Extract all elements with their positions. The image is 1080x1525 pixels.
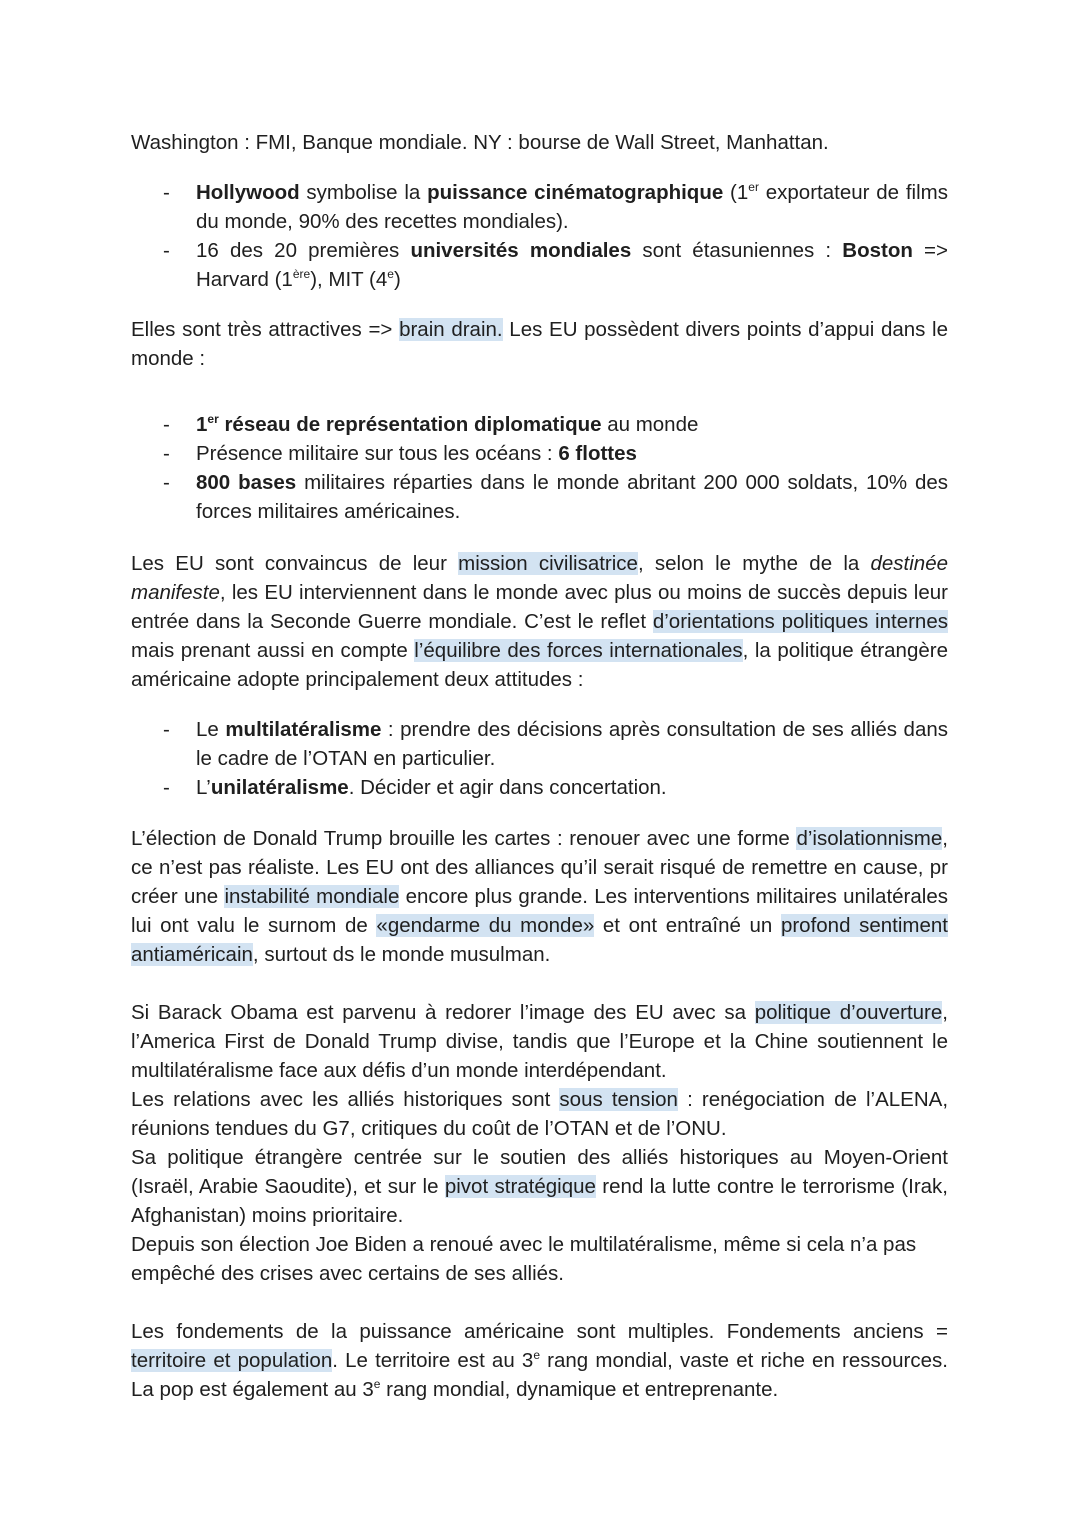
text-run: (1 bbox=[723, 181, 749, 204]
text-run: Elles sont très attractives => bbox=[131, 318, 400, 341]
text-run: , selon le mythe de la bbox=[637, 552, 871, 575]
text-run: ), MIT (4 bbox=[310, 268, 388, 291]
text-run: : renégociation de l’ALENA, réunions tendues du G7, critiques du coût de l’OTAN et de l’ONU. bbox=[131, 1088, 949, 1140]
superscript: er bbox=[207, 412, 219, 426]
highlight: territoire et population bbox=[131, 1349, 333, 1372]
text-run: Le bbox=[196, 718, 226, 741]
highlight: «gendarme du monde» bbox=[376, 914, 595, 937]
superscript: ère bbox=[292, 267, 311, 281]
text-run: rang mondial, dynamique et entreprenante. bbox=[380, 1378, 779, 1401]
text-run: rang mondial, vaste et riche en ressources. La pop est également au 3 bbox=[131, 1349, 948, 1401]
list-item-unilateralisme bbox=[131, 773, 948, 802]
paragraph-washington: Washington : FMI, Banque mondiale. NY : bourse de Wall Street, Manhattan. bbox=[131, 131, 829, 154]
text-run: 16 des 20 premières bbox=[196, 239, 411, 262]
text-run: L’ bbox=[196, 776, 211, 799]
text-run: mais prenant aussi en compte bbox=[131, 639, 415, 662]
bold-term: puissance cinématographique bbox=[427, 181, 724, 204]
paragraph-politique-etrangere bbox=[131, 1143, 948, 1230]
highlight: brain drain. bbox=[399, 318, 503, 341]
bold-term: 800 bases bbox=[196, 471, 297, 494]
superscript: er bbox=[748, 180, 759, 194]
text-run: militaires réparties dans le monde abritant 200 000 soldats, 10% des forces militaires américaines. bbox=[196, 471, 948, 523]
superscript: e bbox=[387, 267, 394, 281]
text-run: rend la lutte contre le terrorisme (Irak, Afghanistan) moins prioritaire. bbox=[131, 1175, 948, 1227]
bold-term: 6 flottes bbox=[558, 442, 637, 465]
text-run: au monde bbox=[601, 413, 699, 436]
text-run: L’élection de Donald Trump brouille les cartes : renouer avec une forme bbox=[131, 827, 797, 850]
highlight: l’équilibre des forces internationales bbox=[414, 639, 743, 662]
highlight: sous tension bbox=[559, 1088, 678, 1111]
text-run: ) bbox=[393, 268, 401, 291]
text-run: , ce n’est pas réaliste. Les EU ont des alliances qu’il serait risqué de remettre en cause, pr créer une bbox=[131, 827, 948, 908]
superscript: e bbox=[533, 1348, 540, 1362]
list-item-diplomatie bbox=[131, 410, 948, 439]
highlight: instabilité mondiale bbox=[224, 885, 400, 908]
text-run: et ont entraîné un bbox=[594, 914, 781, 937]
list-soft-power bbox=[131, 178, 948, 294]
list-item-bases bbox=[131, 468, 948, 526]
text-run: Les EU possèdent divers points d’appui dans le monde : bbox=[131, 318, 949, 370]
text-run: exportateur de films du monde, 90% des recettes mondiales). bbox=[196, 181, 948, 233]
text-run: , les EU interviennent dans le monde avec plus ou moins de succès depuis leur entrée dans la Seconde Guerre mondiale. C’est le reflet bbox=[131, 581, 948, 633]
text-run: Les EU sont convaincus de leur bbox=[131, 552, 459, 575]
highlight: d’orientations politiques internes bbox=[652, 610, 948, 633]
list-attitudes bbox=[131, 715, 948, 802]
text-run: Si Barack Obama est parvenu à redorer l’image des EU avec sa bbox=[131, 1001, 755, 1024]
text-run: : prendre des décisions après consultation de ses alliés dans le cadre de l’OTAN en particulier. bbox=[196, 718, 949, 770]
bold-term: universités mondiales bbox=[410, 239, 632, 262]
text-run: symbolise la bbox=[299, 181, 428, 204]
paragraph-fondements bbox=[131, 1317, 948, 1404]
bold-term: multilatéralisme bbox=[225, 718, 382, 741]
text-run: . Le territoire est au 3 bbox=[332, 1349, 534, 1372]
highlight: d’isolationnisme bbox=[796, 827, 943, 850]
text-run: => Harvard (1 bbox=[196, 239, 948, 291]
text-run: encore plus grande. Les interventions militaires unilatérales lui ont valu le surnom de bbox=[131, 885, 948, 937]
text-run: , surtout ds le monde musulman. bbox=[252, 943, 551, 966]
list-item-flottes bbox=[131, 439, 948, 468]
paragraph-trump bbox=[131, 824, 948, 969]
bold-term: unilatéralisme bbox=[210, 776, 349, 799]
highlight: politique d’ouverture bbox=[754, 1001, 943, 1024]
bold-term: Boston bbox=[842, 239, 913, 262]
text-run: , l’America First de Donald Trump divise, tandis que l’Europe et la Chine soutiennent le multilatéralisme face aux défis d’un monde interdépendant. bbox=[131, 1001, 948, 1082]
list-item-hollywood bbox=[131, 178, 948, 236]
highlight: pivot stratégique bbox=[444, 1175, 596, 1198]
list-points-appui bbox=[131, 410, 948, 526]
italic-term: destinée manifeste bbox=[131, 552, 949, 604]
highlight: profond sentiment antiaméricain bbox=[131, 914, 948, 966]
text-run: Présence militaire sur tous les océans : bbox=[196, 442, 559, 465]
bold-term: réseau de représentation diplomatique bbox=[218, 413, 602, 436]
paragraph-biden: Depuis son élection Joe Biden a renoué avec le multilatéralisme, même si cela n’a pas empêché des crises avec certains de ses alliés. bbox=[131, 1233, 917, 1285]
list-item-universites bbox=[131, 236, 948, 294]
document-body bbox=[131, 128, 948, 1404]
text-run: , la politique étrangère américaine adopte principalement deux attitudes : bbox=[131, 639, 948, 691]
paragraph-relations bbox=[131, 1085, 948, 1143]
paragraph-brain-drain bbox=[131, 315, 948, 373]
text-run: sont étasuniennes : bbox=[631, 239, 843, 262]
text-run: Les relations avec les alliés historiques sont bbox=[131, 1088, 560, 1111]
highlight: mission civilisatrice bbox=[458, 552, 638, 575]
superscript: e bbox=[373, 1377, 381, 1391]
paragraph-obama bbox=[131, 998, 948, 1085]
list-item-multilateralisme bbox=[131, 715, 948, 773]
text-run: . Décider et agir dans concertation. bbox=[348, 776, 667, 799]
text-run: Les fondements de la puissance américaine sont multiples. Fondements anciens = bbox=[131, 1320, 948, 1343]
paragraph-mission bbox=[131, 549, 948, 694]
bold-term: 1 bbox=[196, 413, 208, 436]
bold-term: Hollywood bbox=[196, 181, 300, 204]
text-run: Sa politique étrangère centrée sur le soutien des alliés historiques au Moyen-Orient (Israël, Arabie Saoudite), et sur le bbox=[131, 1146, 948, 1198]
